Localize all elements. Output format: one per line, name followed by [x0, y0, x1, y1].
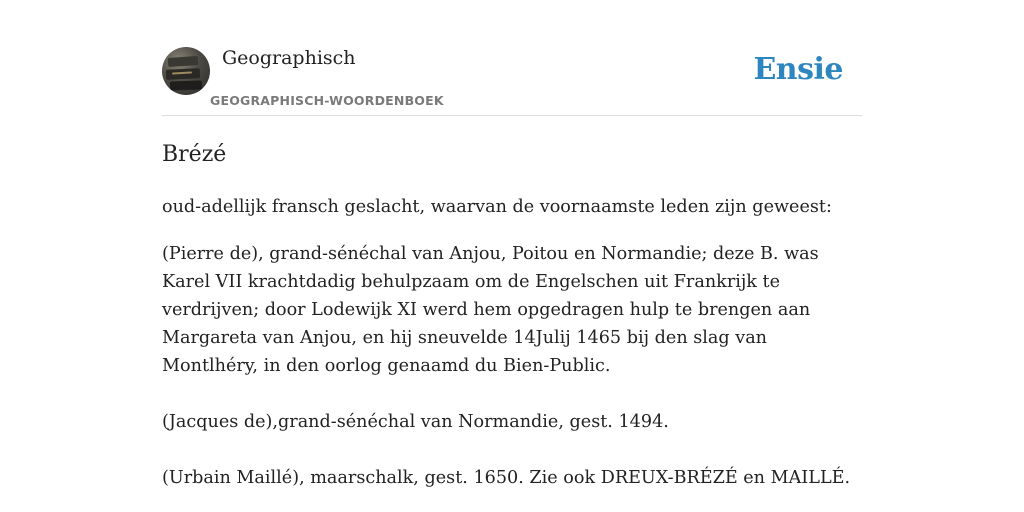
book-spine-image	[168, 56, 199, 67]
article-intro: oud-adellijk fransch geslacht, waarvan de voornaamste leden zijn geweest:	[162, 197, 832, 217]
article-paragraph: (Pierre de), grand-sénéchal van Anjou, Poitou en Normandie; deze B. was Karel VII krachtdadig behulpzaam om de Engelschen uit Frankrijk te verdrijven; door Lodewijk XI werd hem opgedragen hulp te brengen aan Margareta van Anjou, en hij sneuvelde 14Julij 1465 bij den slag van Montlhéry, in den oorlog genaamd du Bien-Public.	[162, 244, 819, 376]
dictionary-slug[interactable]: GEOGRAPHISCH-WOORDENBOEK	[210, 93, 444, 108]
dictionary-avatar[interactable]	[162, 47, 210, 95]
article-paragraph: (Jacques de),grand-sénéchal van Normandie, gest. 1494.	[162, 412, 669, 432]
dictionary-name[interactable]: Geographisch	[222, 47, 356, 69]
dictionary-header	[162, 46, 862, 116]
article-paragraph: (Urbain Maillé), maarschalk, gest. 1650. Zie ook DREUX-BRÉZÉ en MAILLÉ.	[162, 468, 851, 488]
page	[162, 0, 862, 492]
ensie-logo[interactable]: Ensie	[753, 52, 843, 87]
article-title: Brézé	[162, 142, 227, 167]
book-spine-image	[170, 80, 202, 90]
book-spine-image	[166, 68, 200, 80]
